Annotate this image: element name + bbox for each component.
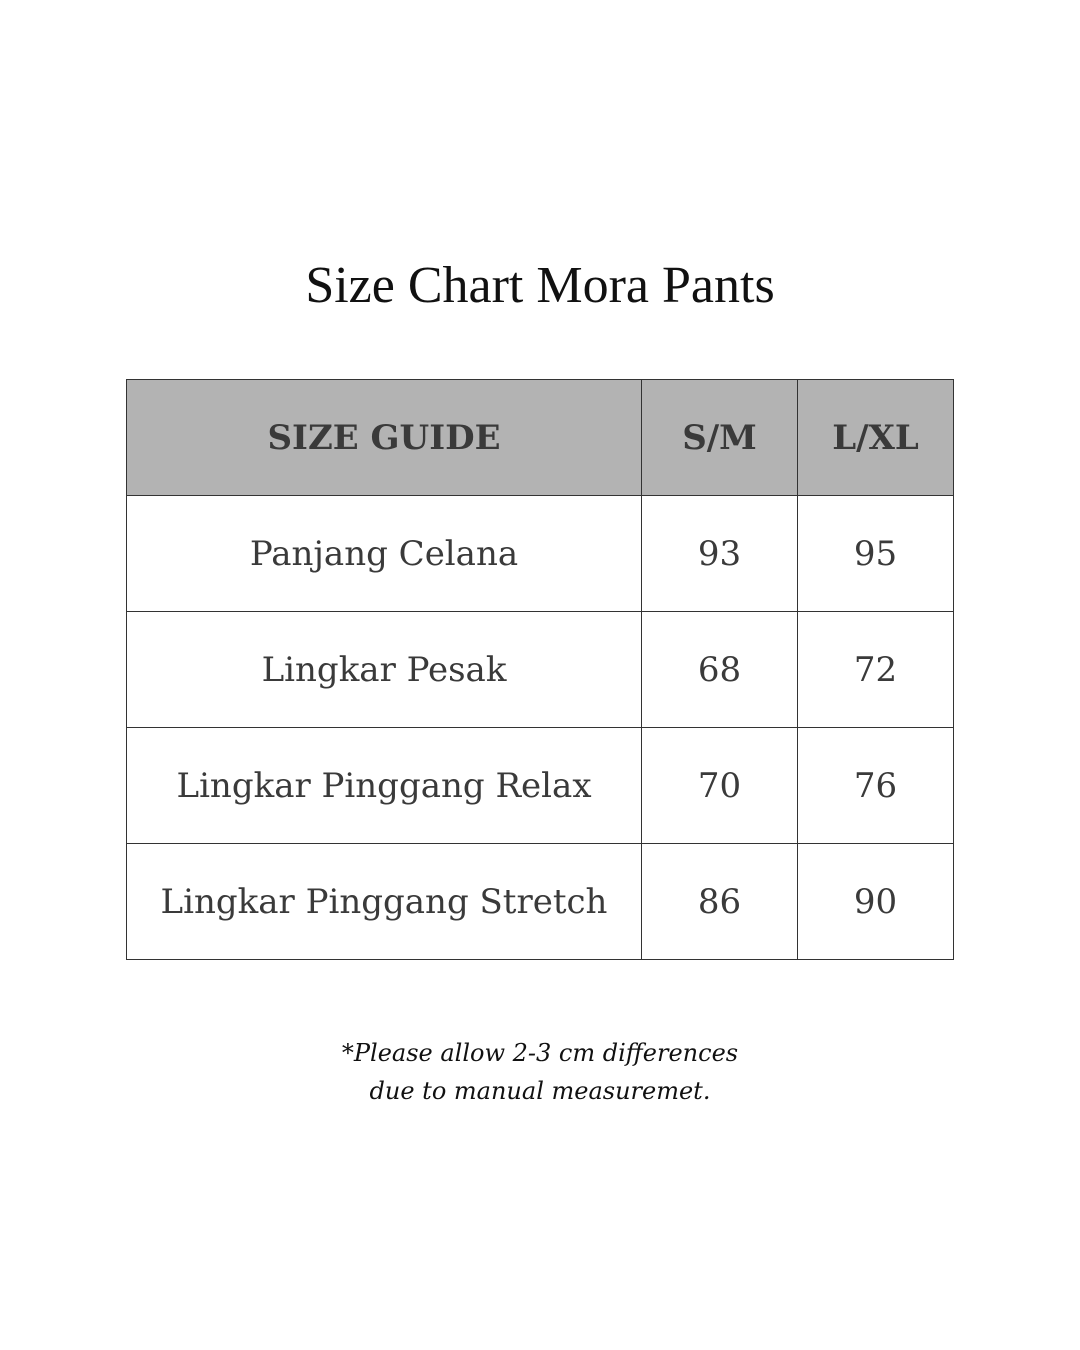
header-size-guide: SIZE GUIDE	[127, 380, 642, 496]
note-line-2: due to manual measuremet.	[369, 1077, 711, 1105]
row-label: Lingkar Pesak	[127, 612, 642, 728]
cell-value: 93	[642, 496, 798, 612]
cell-value: 72	[798, 612, 954, 728]
cell-value: 86	[642, 844, 798, 960]
header-s-m: S/M	[642, 380, 798, 496]
table-row	[127, 612, 954, 728]
page-title: Size Chart Mora Pants	[305, 257, 775, 314]
cell-value: 68	[642, 612, 798, 728]
row-label: Lingkar Pinggang Stretch	[127, 844, 642, 960]
cell-value: 70	[642, 728, 798, 844]
table-header-row	[127, 380, 954, 496]
header-l-xl: L/XL	[798, 380, 954, 496]
row-label: Lingkar Pinggang Relax	[127, 728, 642, 844]
measurement-note	[0, 1034, 1080, 1110]
cell-value: 76	[798, 728, 954, 844]
cell-value: 95	[798, 496, 954, 612]
size-chart-table	[126, 379, 954, 960]
table-row	[127, 496, 954, 612]
table-row	[127, 728, 954, 844]
row-label: Panjang Celana	[127, 496, 642, 612]
table-row	[127, 844, 954, 960]
note-line-1: *Please allow 2-3 cm differences	[341, 1039, 739, 1067]
cell-value: 90	[798, 844, 954, 960]
